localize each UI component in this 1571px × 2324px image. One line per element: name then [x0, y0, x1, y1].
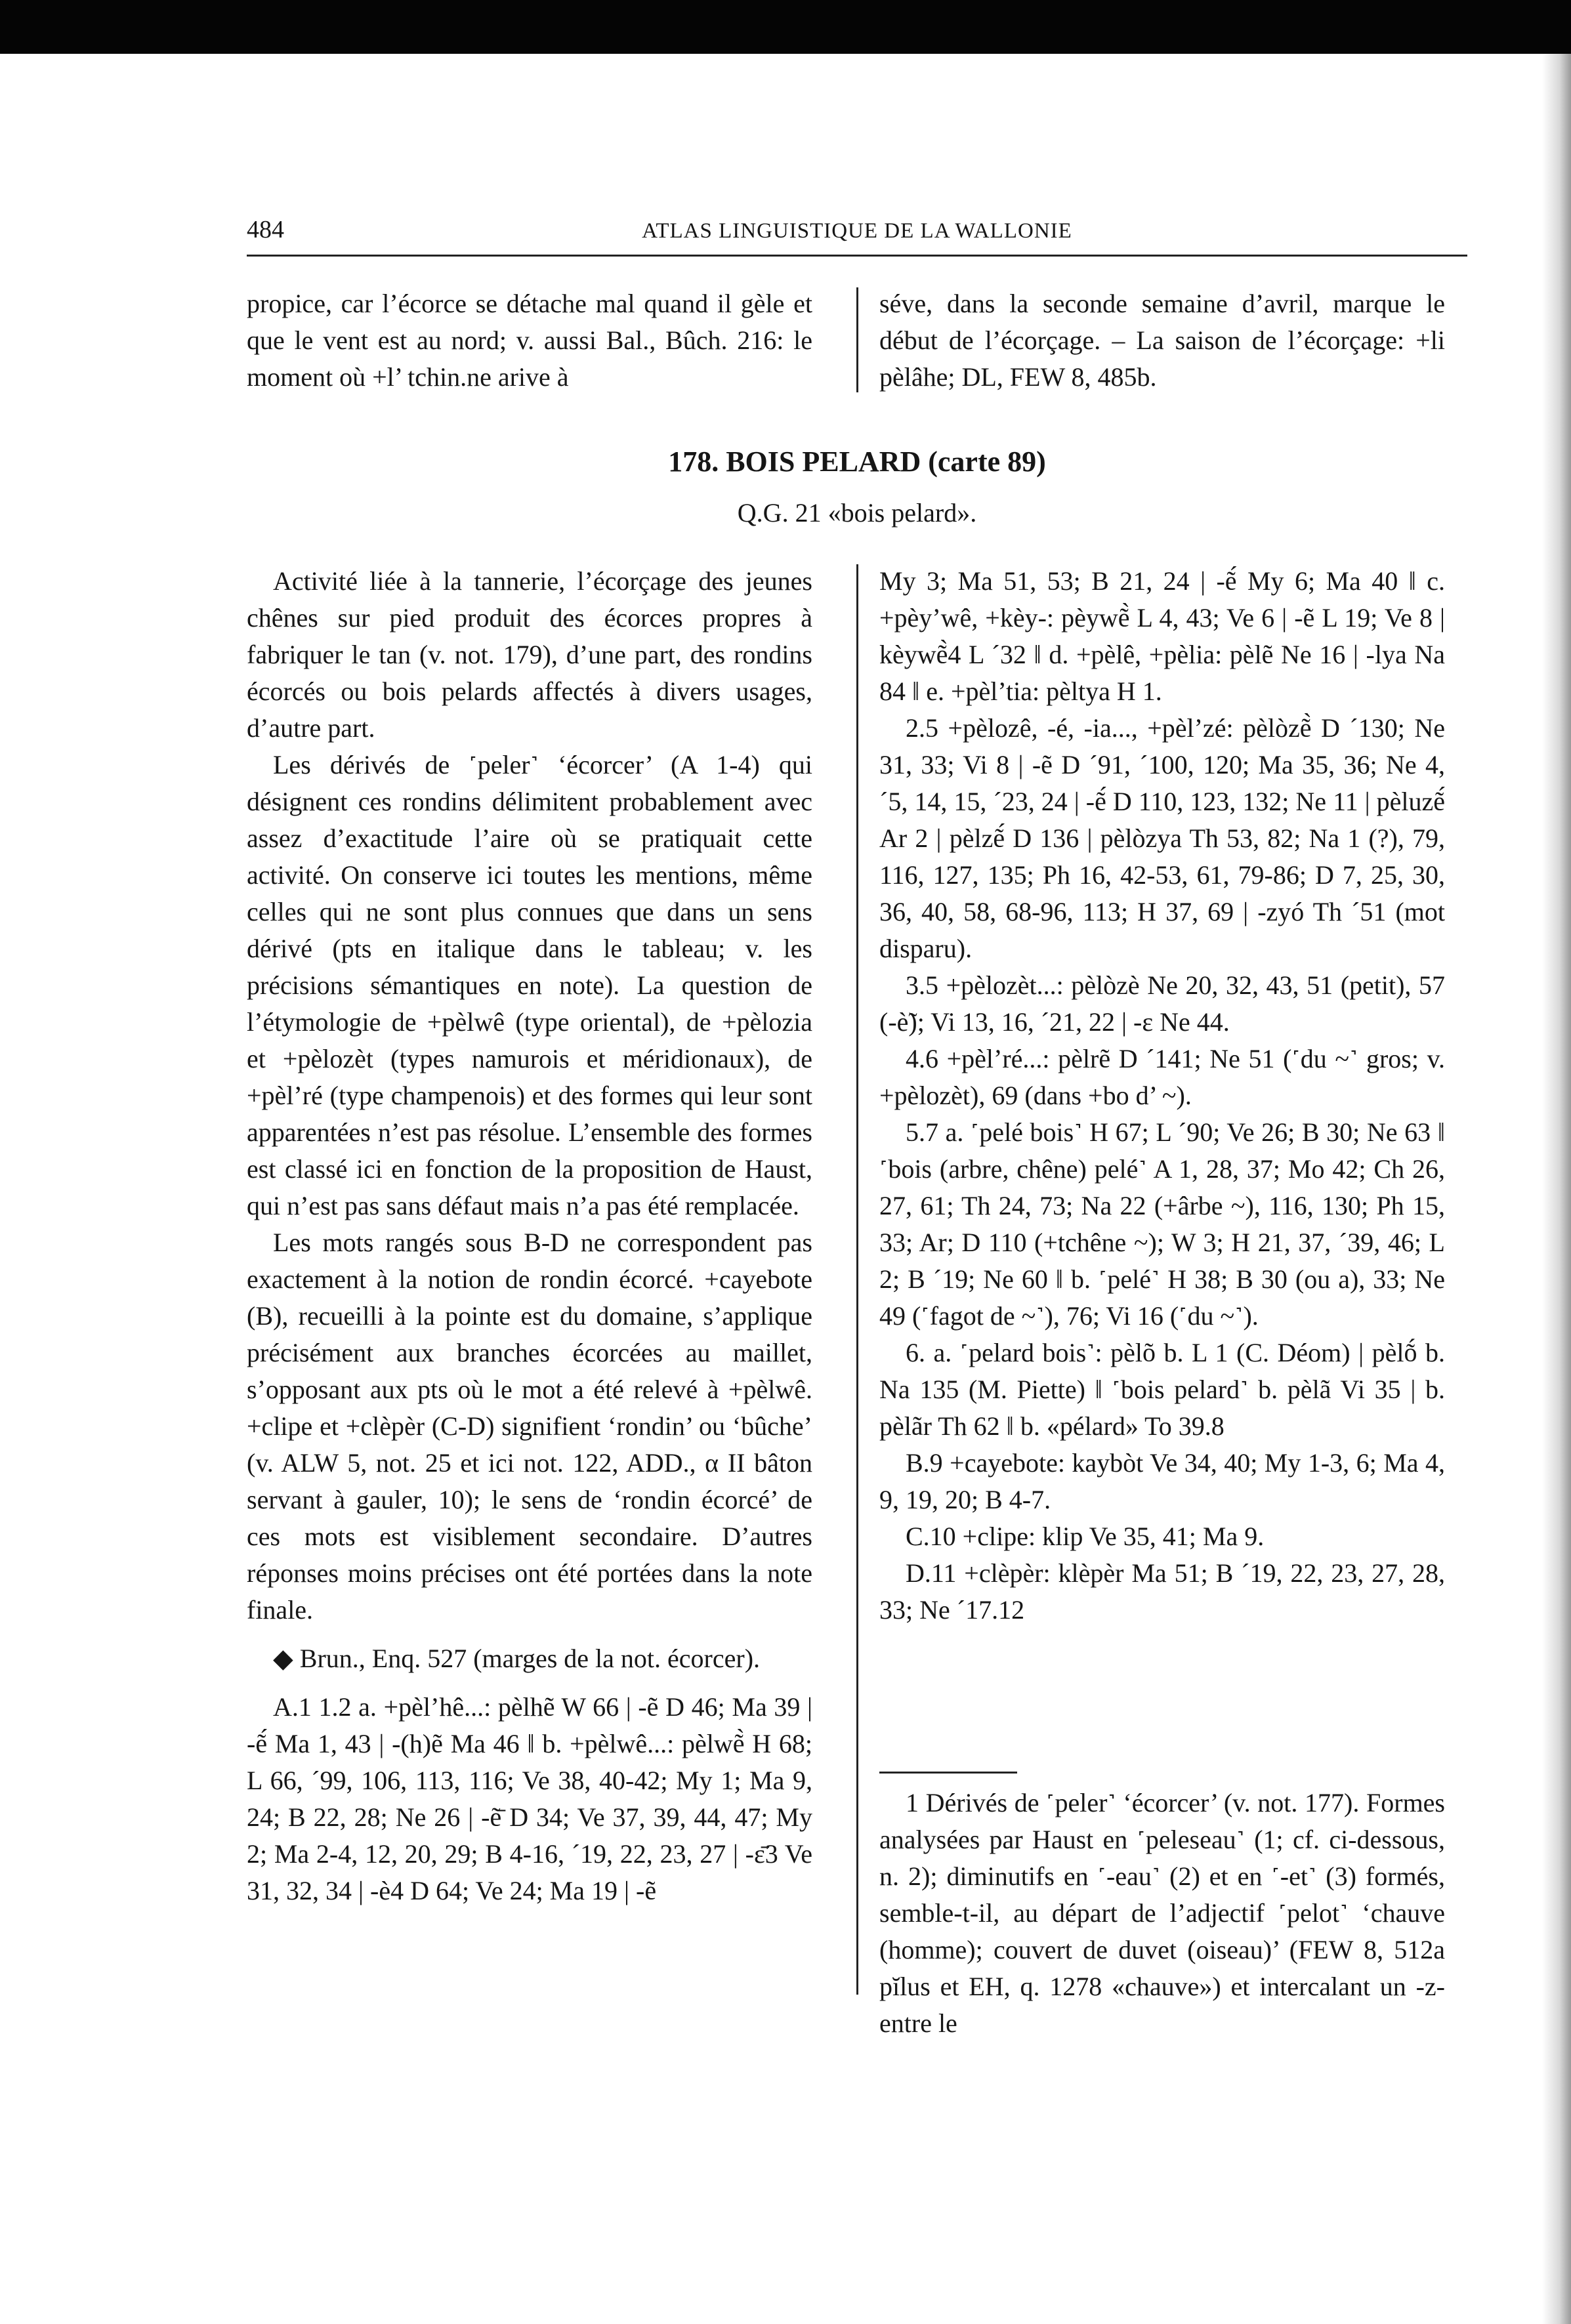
- footnote-1: 1 Dérivés de ˹peler˺ ‘écorcer’ (v. not. 177). Formes analysées par Haust en ˹peleseau˺ (1; cf. ci-dessous, n. 2); diminutifs en ˹-eau˺ (2) et en ˹-et˺ (3) formés, semble-t-il, au départ de l’adjectif ˹pelot˺ ‘chauve (homme); couvert de duvet (oiseau)’ (FEW 8, 512a pĭlus et EH, q. 1278 «chauve») et intercalant un -z- entre le: [879, 1788, 1445, 2038]
- prev-continuation-left: [247, 285, 812, 396]
- right-paragraph-8: C.10 +clipe: klip Ve 35, 41; Ma 9.: [906, 1522, 1265, 1551]
- right-paragraph-1: My 3; Ma 51, 53; B 21, 24 | -ẽ́ My 6; Ma 40 ‖ c. +pèy’wê, +kèy-: pèywẽ̀ L 4, 43; Ve 6 | -ẽ L 19; Ve 8 | kèywẽ̀4 L ´32 ‖ d. +pèlê, +pèlia: pèlẽ Ne 16 | -lya Na 84 ‖ e. +pèl’tia: pèltya H 1.: [879, 566, 1445, 706]
- scan-right-edge-shadow: [1542, 54, 1571, 2324]
- left-paragraph-1: Activité liée à la tannerie, l’écorçage des jeunes chênes sur pied produit des écorces propres à fabriquer le tan (v. not. 179), d’une part, des rondins écorcés ou bois pelards affectés à divers usages, d’autre part.: [247, 566, 812, 743]
- prev-continuation-right: [879, 285, 1445, 396]
- left-paragraph-2: Les dérivés de ˹peler˺ ‘écorcer’ (A 1-4) qui désignent ces rondins délimitent probablement avec assez d’exactitude l’aire où se pratiquait cette activité. On conserve ici toutes les mentions, même celles qui ne sont plus connues que dans un sens dérivé (pts en italique dans le tableau; v. les précisions sémantiques en note). La question de l’étymologie de +pèlwê (type oriental), de +pèlozia et +pèlozèt (types namurois et méridionaux), de +pèl’ré (type champenois) et des formes qui leur sont apparentées n’est pas résolue. L’ensemble des formes est classé ici en fonction de la proposition de Haust, qui n’est pas sans défaut mais n’a pas été remplacée.: [247, 750, 812, 1220]
- right-paragraph-2: 2.5 +pèlozê, -é, -ia..., +pèl’zé: pèlòzẽ̀ D ´130; Ne 31, 33; Vi 8 | -ẽ D ´91, ´100, 120; Ma 35, 36; Ne 4, ´5, 14, 15, ´23, 24 | -ẽ́ D 110, 123, 132; Ne 11 | pèluzẽ́ Ar 2 | pèlzẽ́ D 136 | pèlòzya Th 53, 82; Na 1 (?), 79, 116, 127, 135; Ph 16, 42-53, 61, 79-86; D 7, 25, 30, 36, 40, 58, 68-96, 113; H 37, 69 | -zyó Th ´51 (mot disparu).: [879, 713, 1445, 963]
- footnotes: [879, 1785, 1445, 2042]
- prev-left-text: propice, car l’écorce se détache mal quand il gèle et que le vent est au nord; v. aussi Bal., Bûch. 216: le moment où +l’ tchin.ne arive à: [247, 289, 812, 392]
- section-subtitle: Q.G. 21 «bois pelard».: [737, 498, 977, 528]
- running-title: ATLAS LINGUISTIQUE DE LA WALLONIE: [642, 219, 1072, 243]
- right-paragraph-6: 6. a. ˹pelard bois˺: pèlõ b. L 1 (C. Déom) | pèlṍ b. Na 135 (M. Piette) ‖ ˹bois pelard˺ b. pèlã Vi 35 | b. pèlãr Th 62 ‖ b. «pélard» To 39.8: [879, 1338, 1445, 1441]
- left-paragraph-3: Les mots rangés sous B-D ne correspondent pas exactement à la notion de rondin écorcé. +cayebote (B), recueilli à la pointe est du domaine, s’applique précisément aux branches écorcées au maillet, s’opposant aux pts où le mot a été relevé à +pèlwê. +clipe et +clèpèr (C-D) signifient ‘rondin’ ou ‘bûche’ (v. ALW 5, not. 25 et ici not. 122, ADD., α II bâton servant à gauler, 10); le sens de ‘rondin écorcé’ de ces mots est visiblement secondaire. D’autres réponses moins précises ont été portées dans la note finale.: [247, 1228, 812, 1625]
- running-header: [247, 215, 1467, 257]
- right-paragraph-7: B.9 +cayebote: kaybòt Ve 34, 40; My 1-3, 6; Ma 4, 9, 19, 20; B 4-7.: [879, 1448, 1445, 1514]
- section-title: 178. BOIS PELARD (carte 89): [668, 446, 1046, 478]
- column-divider-main: [856, 564, 858, 1995]
- page-number: 484: [247, 216, 284, 243]
- right-paragraph-3: 3.5 +pèlozèt...: pèlòzè Ne 20, 32, 43, 51 (petit), 57 (-è̃); Vi 13, 16, ´21, 22 | -ɛ Ne 44.: [879, 970, 1445, 1037]
- right-paragraph-9: D.11 +clèpèr: klèpèr Ma 51; B ´19, 22, 23, 27, 28, 33; Ne ´17.12: [879, 1558, 1445, 1625]
- footnote-rule: [879, 1772, 1017, 1774]
- right-paragraph-5: 5.7 a. ˹pelé bois˺ H 67; L ´90; Ve 26; B 30; Ne 63 ‖ ˹bois (arbre, chêne) pelé˺ A 1, 28, 37; Mo 42; Ch 26, 27, 61; Th 24, 73; Na 22 (+ârbe ~), 116, 130; Ph 15, 33; Ar; D 110 (+tchêne ~); W 3; H 21, 37, ´39, 46; L 2; B ´19; Ne 60 ‖ b. ˹pelé˺ H 38; B 30 (ou a), 33; Ne 49 (˹fagot de ~˺), 76; Vi 16 (˹du ~˺).: [879, 1117, 1445, 1331]
- right-paragraph-4: 4.6 +pèl’ré...: pèlrẽ D ´141; Ne 51 (˹du ~˺ gros; v. +pèlozèt), 69 (dans +bo d’ ~).: [879, 1044, 1445, 1110]
- left-paragraph-bibliography: ◆ Brun., Enq. 527 (marges de la not. écorcer).: [273, 1644, 761, 1673]
- prev-right-text: séve, dans la seconde semaine d’avril, marque le début de l’écorçage. – La saison de l’écorçage: +li pèlâhe; DL, FEW 8, 485b.: [879, 289, 1445, 392]
- right-column: [879, 563, 1445, 1629]
- left-paragraph-forms-a: A.1 1.2 a. +pèl’hê...: pèlhẽ W 66 | -ẽ D 46; Ma 39 | -ẽ́ Ma 1, 43 | -(h)ẽ Ma 46 ‖ b. +pèlwê...: pèlwẽ̀ H 68; L 66, ´99, 106, 113, 116; Ve 38, 40-42; My 1; Ma 9, 24; B 22, 28; Ne 26 | -ẽ̄ D 34; Ve 37, 39, 44, 47; My 2; Ma 2-4, 12, 20, 29; B 4-16, ´19, 22, 23, 27 | -ɛ̄3 Ve 31, 32, 34 | -è4 D 64; Ve 24; Ma 19 | -ẽ: [247, 1692, 812, 1905]
- left-column: [247, 563, 812, 1909]
- column-divider-top: [856, 287, 858, 392]
- page: [247, 0, 1467, 2324]
